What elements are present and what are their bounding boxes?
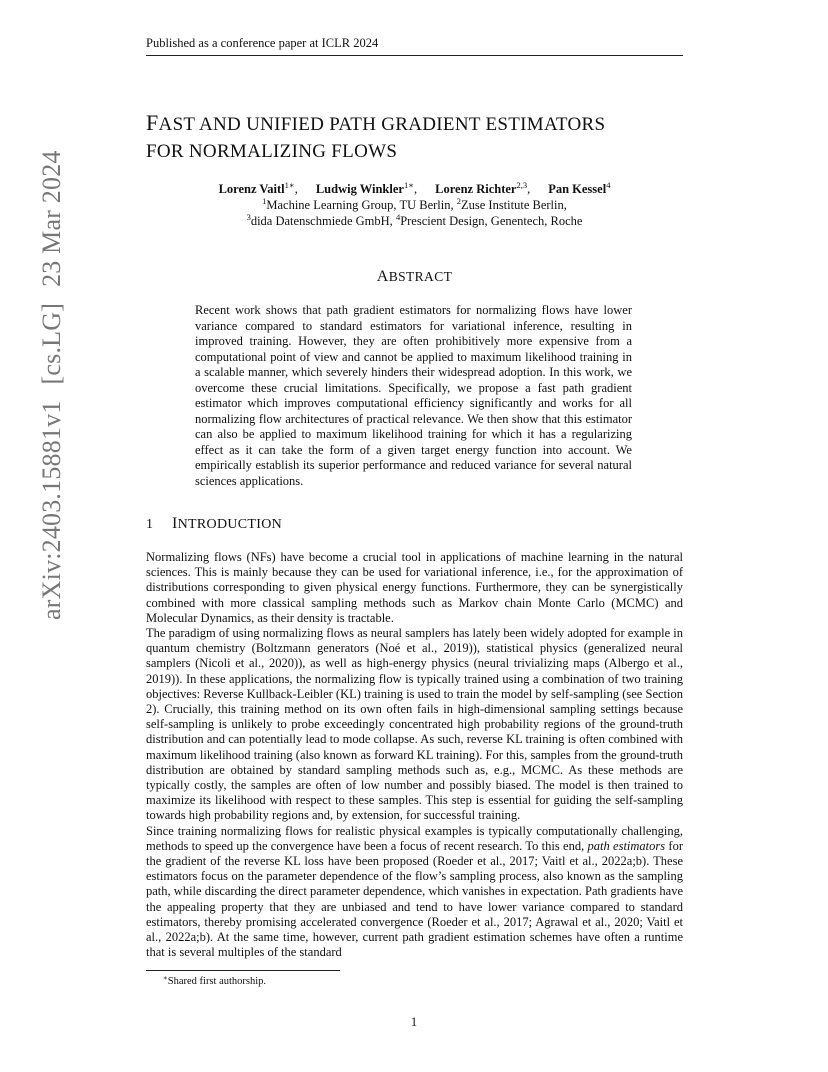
author-name: Lorenz Vaitl	[218, 182, 285, 196]
introduction-body	[146, 550, 683, 960]
footnote-mark: ∗	[163, 974, 168, 982]
arxiv-category: [cs.LG]	[37, 302, 66, 385]
affiliation-line: $^1$Machine Learning Group, TU Berlin, $^2$Zuse Institute Berlin,	[262, 196, 567, 212]
abstract-heading: ABSTRACT	[376, 268, 453, 285]
paper-title	[146, 109, 706, 165]
paragraph: Normalizing flows (NFs) have become a crucial tool in applications of machine learning in the natural sciences. This is mainly because they can be used for variational inference, i.e., for the approximation of distributions corresponding to given physical energy functions. Furthermore, they can be synergistically combined with more classical sampling methods such as Markov chain Monte Carlo (MCMC) and Molecular Dynamics, as their density is tractable.	[146, 550, 683, 625]
arxiv-id: arXiv:2403.15881v1	[37, 400, 66, 620]
arxiv-stamp[interactable]	[37, 150, 67, 620]
section-number: 1	[146, 517, 154, 532]
author-name: Lorenz Richter	[435, 182, 517, 196]
running-header: Published as a conference paper at ICLR 2024	[146, 36, 683, 56]
author-name: Ludwig Winkler	[315, 182, 404, 196]
paragraph: Since training normalizing flows for realistic physical examples is typically computationally challenging, methods to speed up the convergence have been a focus of recent research. To this end, path estimators for the gradient of the reverse KL loss have been proposed (Roeder et al., 2017; Vaitl et al., 2022a;b). These estimators focus on the parameter dependence of the flow’s sampling process, also known as the sampling path, while discarding the direct parameter dependence, which vanishes in expectation. Path gradients have the appealing property that they are unbiased and tend to have lower variance compared to standard estimators, thereby promising accelerated convergence (Roeder et al., 2017; Agrawal et al., 2020; Vaitl et al., 2022a;b). At the same time, however, current path gradient estimation schemes have often a runtime that is several multiples of the standard	[146, 823, 683, 960]
author-affiliation-mark: 1∗	[284, 180, 295, 190]
title-line-2: FOR NORMALIZING FLOWS	[146, 141, 398, 162]
page-number: 1	[410, 1015, 418, 1029]
author-affiliation-mark: 2,3	[516, 180, 528, 190]
arxiv-date: 23 Mar 2024	[37, 150, 66, 287]
author-block	[146, 181, 683, 229]
abstract-text: Recent work shows that path gradient estimators for normalizing flows have lower variance compared to standard estimators for variational inference, resulting in improved training. However, they are often prohibitively more expensive from a computational point of view and cannot be applied to maximum likelihood training in a scalable manner, which severely hinders their widespread adoption. In this work, we overcome these crucial limitations. Specifically, we propose a fast path gradient estimator which improves computational efficiency significantly and works for all normalizing flow architectures of practical relevance. We then show that this estimator can also be applied to maximum likelihood training for which it has a regularizing effect as it can take the form of a given target energy function into account. We empirically establish its superior performance and reduced variance for several natural sciences applications.	[195, 303, 632, 488]
footnote-divider	[146, 970, 340, 971]
author-name: Pan Kessel	[548, 182, 607, 196]
footnote: ∗Shared first authorship.	[163, 974, 267, 987]
paragraph: The paradigm of using normalizing flows as neural samplers has lately been widely adopted for example in quantum chemistry (Boltzmann generators (Noé et al., 2019)), statistical physics (generalized neural samplers (Nicoli et al., 2020)), as well as high-energy physics (neural trivializing maps (Albergo et al., 2019)). In these applications, the normalizing flow is typically trained using a combination of two training objectives: Reverse Kullback-Leibler (KL) training is used to train the model by self-sampling (see Section 2). Crucially, this training method on its own often fails in high-dimensional sampling settings because self-sampling is unlikely to probe exceedingly concentrated high probability regions of the ground-truth distribution and can potentially lead to mode collapse. As such, reverse KL training is often combined with maximum likelihood training (also known as forward KL training). For this, samples from the ground-truth distribution are obtained by standard sampling methods such as, e.g., MCMC. As these methods are typically costly, the samples are often of low number and possibly biased. The model is then trained to maximize its likelihood with respect to these samples. This step is essential for guiding the self-sampling towards high probability regions and, by extension, for successful training.	[146, 626, 683, 823]
author-list: Lorenz Vaitl$^{1∗}$, Ludwig Winkler$^{1∗}$, Lorenz Richter$^{2,3}$, Pan Kessel$^4$	[218, 180, 611, 196]
author-affiliation-mark: 4	[606, 180, 611, 190]
emphasis: path estimators	[587, 838, 666, 853]
title-line-1: FAST AND UNIFIED PATH GRADIENT ESTIMATORS	[146, 110, 606, 135]
author-affiliation-mark: 1∗	[403, 180, 414, 190]
affiliation-line: $^3$dida Datenschmiede GmbH, $^4$Prescient Design, Genentech, Roche	[246, 212, 583, 228]
section-heading: 1 INTRODUCTION	[146, 515, 283, 532]
